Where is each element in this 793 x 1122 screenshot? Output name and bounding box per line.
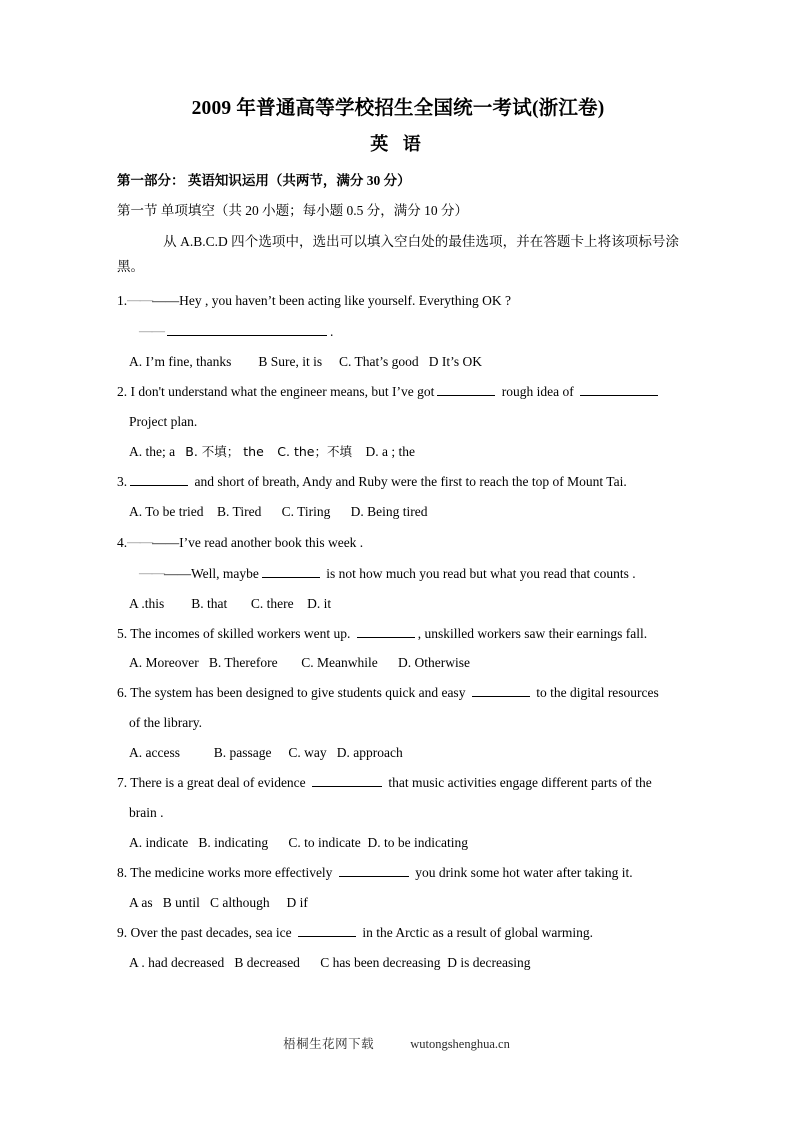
answer-blank	[130, 472, 188, 485]
option-b: B. Therefore	[208, 655, 278, 671]
page-title: 2009 年普通高等学校招生全国统一考试(浙江卷)	[191, 98, 605, 119]
directions-text	[117, 230, 679, 280]
question-1-line-2: —— .	[117, 321, 679, 343]
question-4-number: 4.	[117, 534, 128, 550]
question-7-stem-mid: that music activities engage different parts of the	[388, 775, 652, 791]
em-dash-marker: ——	[127, 533, 153, 549]
option-c: C although	[210, 894, 270, 910]
question-9-number: 9.	[117, 924, 128, 940]
question-3	[117, 472, 679, 523]
question-2-number: 2.	[117, 383, 128, 399]
answer-blank	[339, 863, 409, 876]
option-c: C. way	[288, 745, 327, 761]
option-b: B. passage	[213, 745, 272, 761]
option-c: C. That’s good	[339, 354, 419, 370]
option-a: A. indicate	[129, 834, 189, 850]
answer-blank	[437, 383, 495, 396]
question-8-number: 8.	[117, 864, 128, 880]
option-a: A. Moreover	[129, 655, 199, 671]
option-d: D. approach	[336, 745, 403, 761]
answer-blank	[312, 774, 382, 787]
option-b: B. that	[191, 595, 228, 611]
question-7-stem: There is a great deal of evidence	[130, 775, 306, 791]
question-4-reply: ——Well, maybe	[164, 565, 259, 581]
question-5	[117, 624, 679, 675]
option-d: D. Being tired	[350, 503, 428, 519]
option-c: C. Tiring	[281, 503, 331, 519]
option-c: C. there	[250, 595, 294, 611]
question-6-number: 6.	[117, 685, 128, 701]
option-d: D is decreasing	[447, 954, 531, 970]
question-7-options	[117, 833, 679, 854]
page-footer	[0, 1035, 793, 1054]
answer-blank	[298, 923, 356, 936]
option-c: C has been decreasing	[320, 954, 441, 970]
question-5-number: 5.	[117, 625, 128, 641]
question-3-stem: and short of breath, Andy and Ruby were the first to reach the top of Mount Tai.	[194, 473, 627, 489]
option-b: B until	[162, 894, 200, 910]
question-2-options	[117, 442, 679, 463]
question-1-stem: ——Hey , you haven’t been acting like yourself. Everything OK ?	[152, 293, 512, 309]
question-8-options	[117, 893, 679, 914]
question-8-stem-tail: you drink some hot water after taking it.	[415, 864, 633, 880]
question-8-stem: The medicine works more effectively	[130, 864, 333, 880]
footer-site: wutongshenghua.cn	[410, 1037, 510, 1051]
question-7	[117, 773, 679, 854]
question-1	[117, 290, 679, 373]
em-dash-marker: ——	[127, 292, 153, 308]
question-4-stem: ——I’ve read another book this week .	[152, 534, 364, 550]
option-d: D. to be indicating	[367, 834, 468, 850]
question-7-line-2: brain .	[129, 805, 164, 821]
question-2-stem: I don't understand what the engineer means, but I’ve got	[130, 383, 435, 399]
question-9-options	[117, 953, 679, 974]
page-subtitle: 英 语	[370, 134, 426, 155]
option-b: B. indicating	[198, 834, 269, 850]
question-4	[117, 532, 679, 615]
question-5-line-1	[117, 624, 679, 645]
option-a: A. the; a	[129, 443, 176, 459]
option-a: A .this	[129, 595, 165, 611]
answer-blank	[580, 383, 658, 396]
question-9-stem: Over the past decades, sea ice	[130, 924, 292, 940]
question-8	[117, 863, 679, 914]
question-3-line-1	[117, 472, 679, 493]
question-1-options	[117, 352, 679, 373]
option-a: A . had decreased	[129, 954, 225, 970]
em-dash-marker: ——	[139, 323, 164, 339]
question-6-stem-mid: to the digital resources	[536, 685, 659, 701]
question-5-options	[117, 653, 679, 674]
option-d: D. it	[307, 595, 332, 611]
question-9	[117, 923, 679, 974]
option-a: A. To be tried	[129, 503, 204, 519]
question-2	[117, 382, 679, 463]
answer-blank	[262, 564, 320, 577]
question-2-line-1	[117, 382, 679, 403]
question-6	[117, 683, 679, 764]
question-5-stem: The incomes of skilled workers went up.	[130, 625, 351, 641]
question-6-options	[117, 743, 679, 764]
answer-blank	[167, 323, 327, 336]
answer-blank	[357, 624, 415, 637]
directions-body: 从 A.B.C.D 四个选项中，选出可以填入空白处的最佳选项，并在答题卡上将该项标号涂黑。	[117, 234, 679, 275]
option-b: B. 不填； the	[185, 443, 264, 459]
option-d: D if	[286, 894, 308, 910]
part-heading: 第一部分： 英语知识运用（共两节，满分 30 分）	[117, 172, 411, 188]
question-1-line-1	[117, 290, 679, 312]
option-a: A as	[129, 894, 153, 910]
option-a: A. access	[129, 745, 180, 761]
question-3-number: 3.	[117, 473, 128, 489]
option-d: D It’s OK	[428, 354, 483, 370]
question-4-reply-tail: is not how much you read but what you read that counts .	[326, 565, 636, 581]
option-c: C. the；不填	[277, 443, 352, 459]
question-4-line-1	[117, 532, 679, 554]
question-6-line-1	[117, 683, 679, 704]
question-7-line-1	[117, 773, 679, 794]
option-d: D. a ; the	[365, 443, 415, 459]
option-b: B decreased	[234, 954, 300, 970]
em-dash-marker: ——	[139, 564, 164, 580]
option-c: C. to indicate	[288, 834, 361, 850]
question-1-number: 1.	[117, 293, 128, 309]
section-heading: 第一节 单项填空（共 20 小题；每小题 0.5 分，满分 10 分）	[117, 202, 468, 218]
question-6-stem: The system has been designed to give students quick and easy	[130, 685, 466, 701]
question-3-options	[117, 502, 679, 523]
option-b: B. Tired	[217, 503, 262, 519]
option-b: B Sure, it is	[258, 354, 323, 370]
question-2-stem-mid: rough idea of	[501, 383, 574, 399]
question-9-line-1	[117, 923, 679, 944]
question-7-number: 7.	[117, 775, 128, 791]
question-4-options	[117, 594, 679, 615]
question-9-stem-tail: in the Arctic as a result of global warming.	[362, 924, 593, 940]
question-8-line-1	[117, 863, 679, 884]
option-a: A. I’m fine, thanks	[129, 354, 232, 370]
question-4-line-2	[117, 563, 679, 585]
footer-watermark: 梧桐生花网下载	[283, 1036, 375, 1051]
question-6-line-2: of the library.	[129, 715, 202, 731]
option-c: C. Meanwhile	[301, 655, 378, 671]
document-body	[117, 96, 679, 983]
question-2-line-2: Project plan.	[129, 413, 198, 429]
option-d: D. Otherwise	[397, 655, 470, 671]
answer-blank	[472, 684, 530, 697]
question-5-stem-tail: , unskilled workers saw their earnings fall.	[417, 625, 648, 641]
